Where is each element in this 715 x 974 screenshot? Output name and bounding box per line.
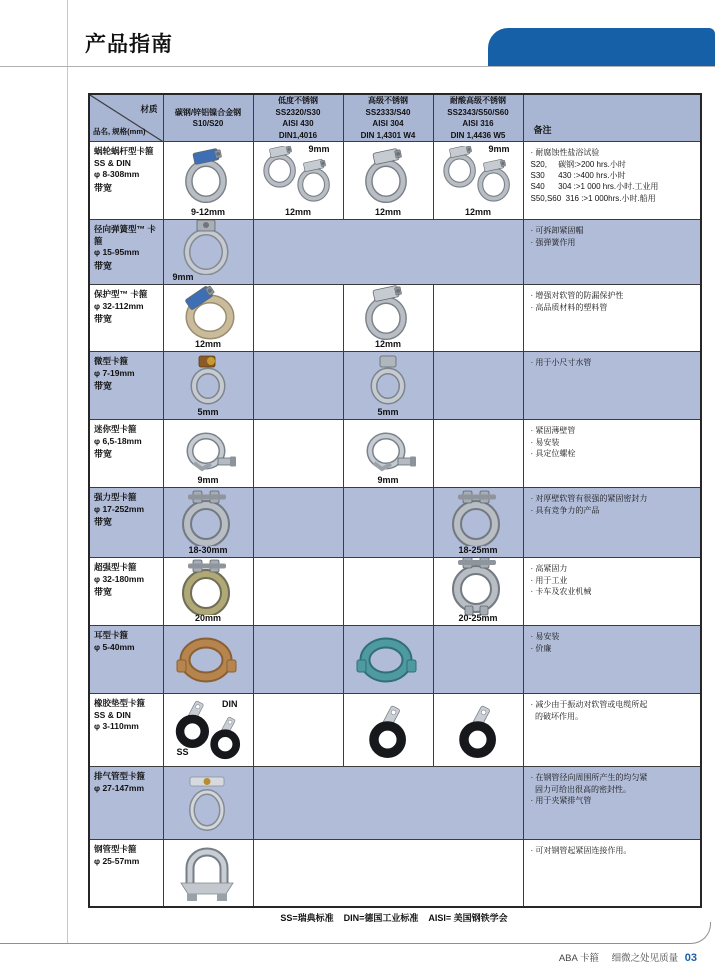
exhaust-cell (163, 767, 253, 840)
worm_blue-cell (163, 142, 253, 220)
product-name: 蜗轮蜗杆型卡箍 SS & DIN φ 8-308mm (94, 146, 154, 180)
protective-clamp-illustration (166, 285, 250, 341)
pclip-cell (343, 694, 433, 767)
product-name: 排气管型卡箍 φ 27-147mm (94, 771, 146, 793)
bottom-rule (0, 922, 711, 944)
pclip-cell (433, 694, 523, 767)
size-label: 9mm (308, 144, 330, 155)
table-row (89, 285, 701, 352)
heavy-cell (433, 488, 523, 558)
band-width-label: 带宽 (94, 381, 113, 392)
p-clip-illustration (346, 702, 430, 758)
super-clamp-4bolt-illustration (436, 558, 520, 616)
micro-clamp-brass-illustration (166, 354, 250, 406)
clamp-photo (166, 422, 251, 473)
material-column-header: 低度不锈钢 SS2320/S30 AISI 430 DIN1,4016 (253, 94, 343, 142)
remarks-cell: · 紧固薄壁管 · 易安装 · 具定位螺栓 (523, 420, 701, 488)
size-label: 9mm (197, 475, 219, 486)
empty-cell (253, 488, 343, 558)
product-name: 超强型卡箍 φ 32-180mm (94, 562, 145, 584)
empty-cell (433, 352, 523, 420)
empty-cell (253, 220, 523, 285)
size-label: 9mm (172, 272, 194, 283)
product-name: 强力型卡箍 φ 17-252mm (94, 492, 145, 514)
remarks-cell: · 增强对软管的防漏保护性 · 高品质材料的塑料管 (523, 285, 701, 352)
size-label: 12mm (194, 339, 221, 350)
spring-cell (163, 220, 253, 285)
band-width-label: 带宽 (94, 449, 113, 460)
mini-cell (163, 420, 253, 488)
band-width-label: 带宽 (94, 517, 113, 528)
empty-cell (343, 558, 433, 626)
clamp-photo (346, 628, 431, 691)
product-name-cell (89, 626, 163, 694)
empty-cell (253, 767, 523, 840)
ear-clamp-copper-illustration (166, 632, 250, 688)
size-label: 12mm (464, 207, 491, 218)
remarks-cell: · 耐腐蚀性盐浴试验 S20, 碳钢:>200 hrs.小时 S30 430 :>400 hrs.小时 S40 304 :>1 000 hrs.小时.工业用 S50,S60 316 :>1 000hrs.小时.船用 (523, 142, 701, 220)
size-label: 20-25mm (458, 613, 498, 624)
table-row (89, 694, 701, 767)
micro-clamp-illustration (346, 354, 430, 406)
product-name-cell (89, 352, 163, 420)
product-name: 迷你型卡箍 φ 6,5-18mm (94, 424, 142, 446)
empty-cell (253, 694, 343, 767)
clamp-photo (436, 560, 521, 611)
size-label: 9mm (488, 144, 510, 155)
table-row (89, 626, 701, 694)
size-label: 18-30mm (188, 545, 228, 556)
worm_pair-cell (433, 142, 523, 220)
clamp-photo (166, 287, 251, 337)
clamp-photo (166, 490, 251, 543)
product-name-cell (89, 694, 163, 767)
clamp-photo (346, 696, 431, 764)
mini-cell (343, 420, 433, 488)
size-label: 5mm (197, 407, 219, 418)
empty-cell (253, 558, 343, 626)
band-width-label: 带宽 (94, 587, 113, 598)
worm-clamp-illustration (346, 147, 430, 203)
size-label: 9-12mm (190, 207, 226, 218)
product-name: 钢管型卡箍 φ 25-57mm (94, 844, 140, 866)
product-name: 保护型™ 卡箍 φ 32-112mm (94, 289, 148, 311)
table-row (89, 767, 701, 840)
remarks-cell: · 对厚壁软管有很强的紧固密封力 · 具有竞争力的产品 (523, 488, 701, 558)
empty-cell (253, 840, 523, 907)
protect-cell (163, 285, 253, 352)
empty-cell (433, 626, 523, 694)
product-name-cell (89, 220, 163, 285)
table-header-row (89, 94, 701, 142)
heavy-cell (163, 488, 253, 558)
mini-clamp-illustration (166, 421, 250, 475)
size-label: 20mm (194, 613, 221, 624)
remarks-cell: · 可拆卸紧固帽 · 强弹簧作用 (523, 220, 701, 285)
footer-brand: ABA 卡箍 (558, 953, 599, 964)
worm-clamp-pair-illustration (256, 146, 340, 204)
clamp-photo (166, 769, 251, 837)
page-title: 产品指南 (85, 33, 173, 56)
clamp-photo (436, 490, 521, 543)
empty-cell (343, 488, 433, 558)
product-name-cell (89, 420, 163, 488)
exhaust-clamp-illustration (166, 772, 250, 834)
ear_copper-cell (163, 626, 253, 694)
remarks-cell: · 用于小尺寸水管 (523, 352, 701, 420)
corner-cell (89, 94, 163, 142)
corner-material-label: 材质 (140, 104, 158, 114)
product-name-cell (89, 488, 163, 558)
left-margin-rule (67, 0, 68, 944)
product-name-cell (89, 142, 163, 220)
table-row (89, 220, 701, 285)
product-name: 径向弹簧型™ 卡箍 φ 15-95mm (94, 224, 156, 258)
u-bolt-clamp-illustration (166, 841, 250, 905)
ubolt-cell (163, 840, 253, 907)
heavy4-cell (433, 558, 523, 626)
product-table (88, 93, 702, 908)
band-width-label: 带宽 (94, 260, 113, 271)
remarks-cell: · 易安装 · 价廉 (523, 626, 701, 694)
micro-cell (343, 352, 433, 420)
heavy-clamp-illustration (166, 488, 250, 546)
worm-cell (343, 285, 433, 352)
material-column-header: 耐酸高级不锈钢 SS2343/S50/S60 AISI 316 DIN 1,4436 W5 (433, 94, 523, 142)
remarks-cell: · 在钢管径向周围所产生的均匀紧 固力可给出很高的密封性。 · 用于夹紧排气管 (523, 767, 701, 840)
footer-tagline: 细微之处见质量 (611, 953, 679, 964)
worm-clamp-pair-illustration (436, 146, 520, 204)
table-row (89, 420, 701, 488)
material-column-header: 碳钢/锌铝镍合金钢 S10/S20 (163, 94, 253, 142)
header-blue-tab (488, 28, 715, 66)
clamp-photo (166, 560, 251, 611)
table-row (89, 840, 701, 907)
standard-label-din: DIN (222, 699, 238, 710)
band-width-label: 带宽 (94, 314, 113, 325)
footer-page-number: 03 (684, 952, 697, 964)
table-row (89, 488, 701, 558)
clamp-photo (346, 354, 431, 405)
clamp-photo (166, 354, 251, 405)
product-name-cell (89, 285, 163, 352)
clamp-photo (346, 287, 431, 337)
band-width-label: 带宽 (94, 182, 113, 193)
empty-cell (433, 420, 523, 488)
header-divider-rule (0, 66, 715, 67)
empty-cell (253, 626, 343, 694)
clamp-photo (346, 422, 431, 473)
pclip_pair-cell (163, 694, 253, 767)
size-label: 18-25mm (458, 545, 498, 556)
empty-cell (253, 352, 343, 420)
empty-cell (253, 420, 343, 488)
clamp-photo (436, 696, 521, 764)
page-footer (559, 950, 697, 964)
material-column-header: 高级不锈钢 SS2333/S40 AISI 304 DIN 1,4301 W4 (343, 94, 433, 142)
ear_teal-cell (343, 626, 433, 694)
corner-spec-label: 品名, 规格(mm) (93, 127, 146, 137)
table-row (89, 352, 701, 420)
standards-footnote: SS=瑞典标准 DIN=德国工业标准 AISI= 美国钢铁学会 (280, 913, 508, 923)
worm-clamp-illustration (346, 285, 430, 341)
clamp-photo (166, 842, 251, 904)
remarks-cell: · 高紧固力 · 用于工业 · 卡车及农业机械 (523, 558, 701, 626)
clamp-photo (346, 144, 431, 205)
empty-cell (253, 285, 343, 352)
size-label: 12mm (284, 207, 311, 218)
product-name: 橡胶垫型卡箍 SS & DIN φ 3-110mm (94, 698, 146, 732)
size-label: 12mm (374, 207, 401, 218)
worm-clamp-blue-illustration (166, 147, 250, 203)
clamp-photo (166, 222, 251, 270)
spring-clamp-illustration (166, 220, 250, 276)
size-label: 5mm (377, 407, 399, 418)
product-name: 微型卡箍 φ 7-19mm (94, 356, 135, 378)
mini-clamp-illustration (346, 421, 430, 475)
size-label: 9mm (377, 475, 399, 486)
table-row (89, 558, 701, 626)
ear-clamp-teal-illustration (346, 632, 430, 688)
heavy_brass-cell (163, 558, 253, 626)
product-name-cell (89, 558, 163, 626)
clamp-photo (166, 144, 251, 205)
remarks-cell: · 减少由于振动对软管或电缆所起 的破坏作用。 (523, 694, 701, 767)
empty-cell (433, 285, 523, 352)
product-name-cell (89, 767, 163, 840)
worm-cell (343, 142, 433, 220)
heavy-clamp-illustration (436, 488, 520, 546)
size-label: 12mm (374, 339, 401, 350)
p-clip-illustration (436, 702, 520, 758)
remarks-column-header: 备注 (523, 94, 701, 142)
worm_pair-cell (253, 142, 343, 220)
clamp-photo (166, 628, 251, 691)
table-row (89, 142, 701, 220)
product-name-cell (89, 840, 163, 907)
micro_brass-cell (163, 352, 253, 420)
product-name: 耳型卡箍 φ 5-40mm (94, 630, 135, 652)
standard-label-ss: SS (176, 747, 189, 758)
super-clamp-illustration (166, 558, 250, 615)
remarks-cell: · 可对钢管起紧固连接作用。 (523, 840, 701, 907)
